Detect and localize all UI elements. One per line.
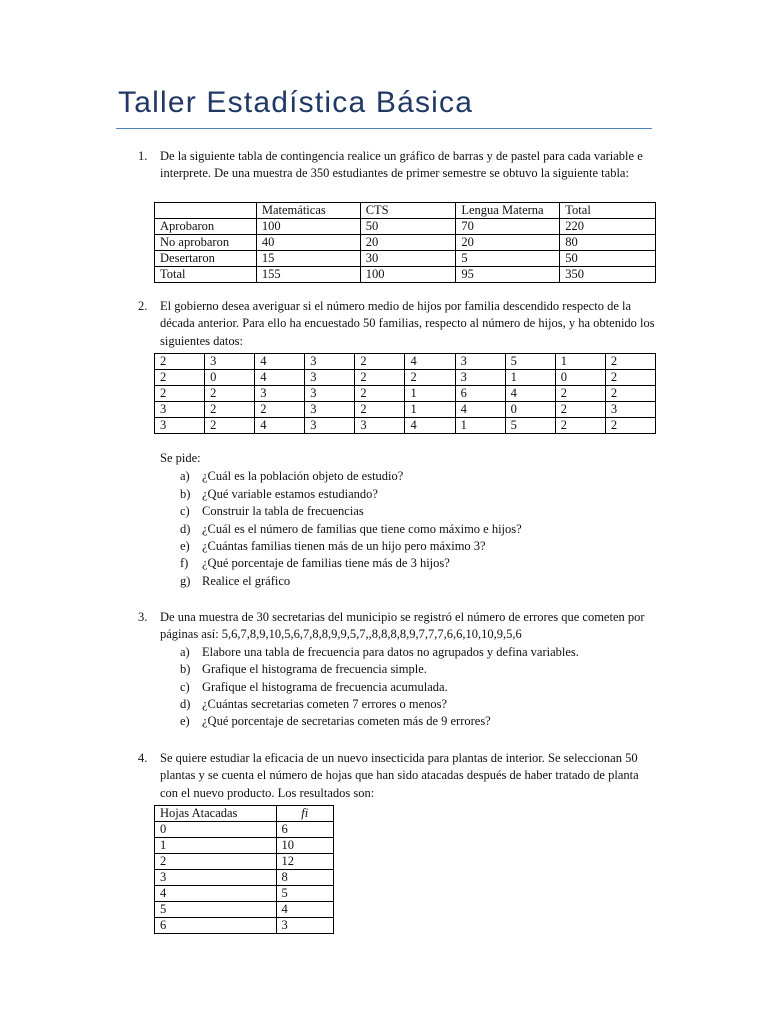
table-row — [155, 370, 656, 386]
table-cell: 20 — [360, 235, 456, 251]
table-cell: 30 — [360, 251, 456, 267]
list-item — [180, 644, 658, 661]
table-cell: 5 — [155, 902, 277, 918]
contingency-table — [154, 202, 656, 283]
table-cell: 80 — [560, 235, 656, 251]
table-cell: 3 — [305, 418, 355, 434]
table-row — [155, 838, 334, 854]
table-cell: 3 — [305, 402, 355, 418]
table-cell: 2 — [205, 418, 255, 434]
table-cell: 5 — [276, 886, 334, 902]
item-text: ¿Qué porcentaje de familias tiene más de 3 hijos? — [202, 556, 450, 571]
table-cell: 2 — [155, 854, 277, 870]
item-text: Elabore una tabla de frecuencia para datos no agrupados y defina variables. — [202, 644, 579, 659]
column-header — [155, 203, 257, 219]
table-cell: 3 — [276, 918, 334, 934]
table-cell: 50 — [360, 219, 456, 235]
table-row — [155, 886, 334, 902]
item-letter: a) — [180, 644, 190, 659]
table-row — [155, 386, 656, 402]
table-cell: 6 — [276, 822, 334, 838]
table-row — [155, 822, 334, 838]
table-cell: 2 — [555, 386, 605, 402]
page-title: Taller Estadística Básica — [118, 86, 474, 119]
item-text: Construir la tabla de frecuencias — [202, 504, 364, 519]
column-header: Total — [560, 203, 656, 219]
table-cell: 10 — [276, 838, 334, 854]
item-text: ¿Qué porcentaje de secretarias cometen más de 9 errores? — [202, 714, 491, 729]
table-cell: 2 — [205, 402, 255, 418]
question-number: 2. — [138, 299, 148, 313]
table-cell: 4 — [255, 418, 305, 434]
item-text: ¿Cuál es el número de familias que tiene como máximo e hijos? — [202, 521, 522, 536]
table-cell: 2 — [155, 386, 205, 402]
table-cell: 2 — [355, 370, 405, 386]
row-header: Aprobaron — [155, 219, 257, 235]
item-text: ¿Cuál es la población objeto de estudio? — [202, 469, 404, 484]
question-text: El gobierno desea averiguar si el número medio de hijos por familia descendido respecto de la década anterior. Para ello ha encuestado 50 familias, respecto al número de hijos, y ha obtenido los siguientes datos: — [160, 299, 655, 348]
table-cell: 3 — [205, 354, 255, 370]
item-text: Realice el gráfico — [202, 573, 291, 588]
table-cell: 4 — [455, 402, 505, 418]
question-number: 4. — [138, 751, 148, 765]
table-cell: 2 — [605, 354, 655, 370]
question-2 — [138, 298, 658, 350]
table-cell: 2 — [355, 386, 405, 402]
item-letter: b) — [180, 486, 191, 501]
item-text: ¿Cuántas secretarias cometen 7 errores o menos? — [202, 697, 448, 712]
table-cell: 95 — [456, 267, 560, 283]
table-row — [155, 251, 656, 267]
table-cell: 3 — [255, 386, 305, 402]
table-cell: 12 — [276, 854, 334, 870]
list-item — [180, 696, 658, 713]
row-header: Desertaron — [155, 251, 257, 267]
column-header: Matemáticas — [256, 203, 360, 219]
list-item — [180, 521, 658, 538]
table-cell: 4 — [276, 902, 334, 918]
item-letter: g) — [180, 573, 191, 588]
list-item — [180, 661, 658, 678]
table-cell: 50 — [560, 251, 656, 267]
table-cell: 3 — [305, 354, 355, 370]
question-4 — [138, 750, 658, 802]
table-cell: 100 — [256, 219, 360, 235]
table-cell: 1 — [555, 354, 605, 370]
table-cell: 0 — [155, 822, 277, 838]
table-cell: 1 — [505, 370, 555, 386]
table-cell: 1 — [405, 402, 455, 418]
item-letter: b) — [180, 662, 191, 677]
table-cell: 15 — [256, 251, 360, 267]
table-cell: 3 — [355, 418, 405, 434]
table-cell: 1 — [405, 386, 455, 402]
table-cell: 70 — [456, 219, 560, 235]
table-cell: 20 — [456, 235, 560, 251]
table-cell: 0 — [555, 370, 605, 386]
list-item — [180, 573, 658, 590]
table-cell: 220 — [560, 219, 656, 235]
table-cell: 2 — [155, 354, 205, 370]
item-text: Grafique el histograma de frecuencia acumulada. — [202, 679, 448, 694]
task-list — [180, 468, 658, 590]
table-row — [155, 219, 656, 235]
table-cell: 4 — [405, 418, 455, 434]
table-cell: 3 — [155, 870, 277, 886]
table-header-row — [155, 203, 656, 219]
table-cell: 3 — [455, 370, 505, 386]
table-cell: 3 — [305, 370, 355, 386]
table-cell: 2 — [205, 386, 255, 402]
item-letter: c) — [180, 504, 190, 519]
task-list — [180, 644, 658, 731]
list-item — [180, 555, 658, 572]
item-text: ¿Cuántas familias tienen más de un hijo pero máximo 3? — [202, 539, 486, 554]
question-text: De la siguiente tabla de contingencia realice un gráfico de barras y de pastel para cada variable e interprete. De una muestra de 350 estudiantes de primer semestre se obtuvo la siguiente tabla: — [160, 149, 643, 181]
column-header: Hojas Atacadas — [155, 806, 277, 822]
table-cell: 5 — [505, 354, 555, 370]
item-text: Grafique el histograma de frecuencia simple. — [202, 662, 427, 677]
question-3 — [138, 609, 658, 731]
column-header-fi: fi — [276, 806, 334, 822]
leaves-frequency-table — [154, 805, 334, 934]
table-cell: 1 — [155, 838, 277, 854]
table-cell: 6 — [455, 386, 505, 402]
table-cell: 2 — [555, 402, 605, 418]
row-header: Total — [155, 267, 257, 283]
table-cell: 40 — [256, 235, 360, 251]
table-row — [155, 267, 656, 283]
table-row — [155, 854, 334, 870]
table-cell: 4 — [505, 386, 555, 402]
table-cell: 155 — [256, 267, 360, 283]
item-letter: e) — [180, 714, 190, 729]
item-letter: f) — [180, 556, 189, 571]
table-cell: 2 — [605, 370, 655, 386]
children-data-table — [154, 353, 656, 434]
item-text: ¿Qué variable estamos estudiando? — [202, 486, 378, 501]
table-cell: 3 — [605, 402, 655, 418]
table-cell: 3 — [155, 402, 205, 418]
table-row — [155, 402, 656, 418]
table-cell: 2 — [255, 402, 305, 418]
question-number: 3. — [138, 610, 148, 624]
title-divider — [116, 128, 652, 129]
table-cell: 4 — [255, 354, 305, 370]
item-letter: e) — [180, 539, 190, 554]
question-1 — [138, 148, 658, 183]
list-item — [180, 468, 658, 485]
table-cell: 6 — [155, 918, 277, 934]
table-cell: 5 — [456, 251, 560, 267]
table-cell: 2 — [555, 418, 605, 434]
question-number: 1. — [138, 149, 148, 163]
table-cell: 2 — [155, 370, 205, 386]
item-letter: a) — [180, 469, 190, 484]
table-row — [155, 870, 334, 886]
list-item — [180, 538, 658, 555]
table-row — [155, 902, 334, 918]
table-row — [155, 418, 656, 434]
item-letter: d) — [180, 697, 191, 712]
se-pide-label: Se pide: — [160, 451, 201, 465]
table-row — [155, 918, 334, 934]
table-header-row — [155, 806, 334, 822]
table-cell: 3 — [305, 386, 355, 402]
table-cell: 3 — [155, 418, 205, 434]
table-cell: 2 — [605, 386, 655, 402]
list-item — [180, 503, 658, 520]
table-cell: 100 — [360, 267, 456, 283]
table-cell: 4 — [255, 370, 305, 386]
table-cell: 350 — [560, 267, 656, 283]
table-cell: 2 — [355, 402, 405, 418]
question-text: De una muestra de 30 secretarias del municipio se registró el número de errores que cometen por páginas así: 5,6,7,8,9,10,5,6,7,8,8,9,9,5,7,,8,8,8,8,9,7,7,7,6,6,10,10,9,5,6 — [160, 610, 645, 642]
column-header: CTS — [360, 203, 456, 219]
table-row — [155, 235, 656, 251]
table-cell: 0 — [505, 402, 555, 418]
item-letter: c) — [180, 679, 190, 694]
table-cell: 2 — [605, 418, 655, 434]
question-text: Se quiere estudiar la eficacia de un nuevo insecticida para plantas de interior. Se seleccionan 50 plantas y se cuenta el número de hojas que han sido atacadas después de haber tratado de planta con el nuevo producto. Los resultados son: — [160, 751, 639, 800]
table-cell: 8 — [276, 870, 334, 886]
table-cell: 4 — [405, 354, 455, 370]
column-header: Lengua Materna — [456, 203, 560, 219]
table-cell: 3 — [455, 354, 505, 370]
item-letter: d) — [180, 521, 191, 536]
list-item — [180, 679, 658, 696]
question-2-tasks — [138, 450, 658, 590]
table-cell: 2 — [355, 354, 405, 370]
table-cell: 1 — [455, 418, 505, 434]
table-row — [155, 354, 656, 370]
row-header: No aprobaron — [155, 235, 257, 251]
list-item — [180, 713, 658, 730]
table-cell: 0 — [205, 370, 255, 386]
table-cell: 5 — [505, 418, 555, 434]
list-item — [180, 486, 658, 503]
table-cell: 4 — [155, 886, 277, 902]
table-cell: 2 — [405, 370, 455, 386]
